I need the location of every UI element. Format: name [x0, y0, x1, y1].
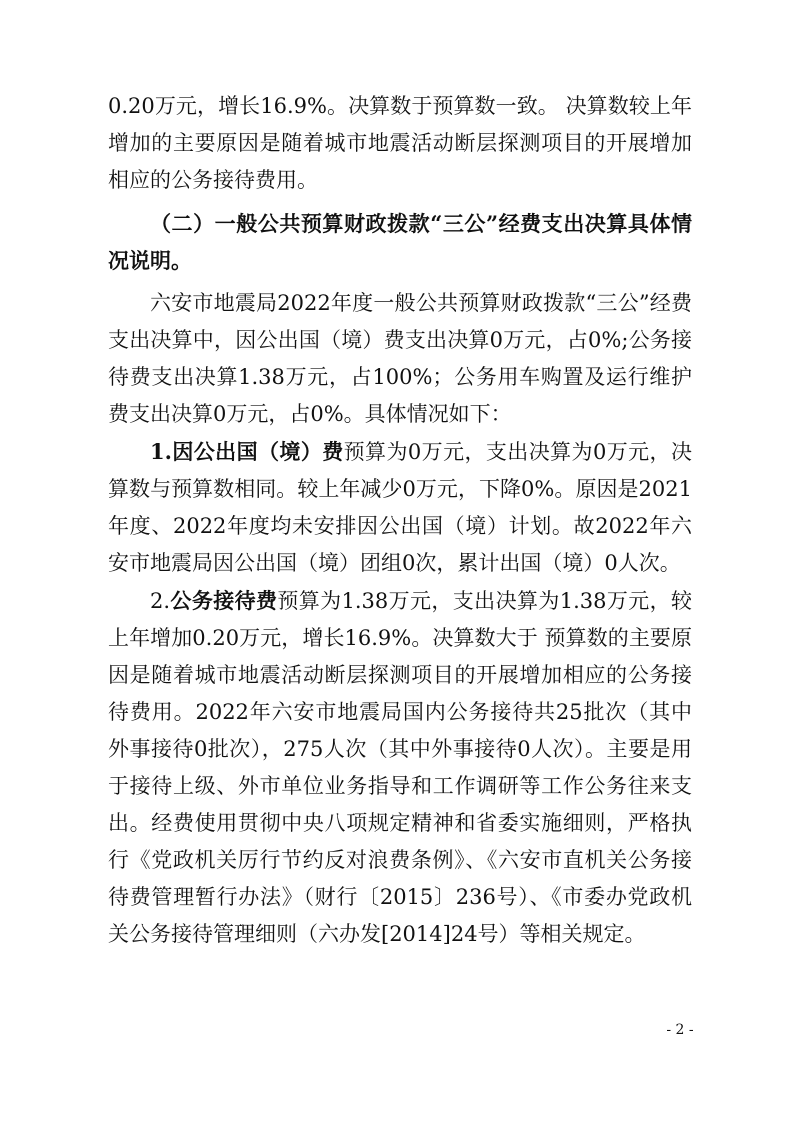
section-heading-2: （二）一般公共预算财政拨款“三公”经费支出决算具体情况说明。 [108, 211, 692, 273]
item-2-title: 公务接待费 [170, 588, 278, 613]
item-2-number: 2. [150, 589, 171, 613]
paragraph-summary: 六安市地震局2022年度一般公共预算财政拨款“三公”经费支出决算中，因公出国（境）费支出决算0万元，占0%;公务接待费支出决算1.38万元，占100%；公务用车购置及运行维护费支出决算0万元，占0%。具体情况如下： [108, 291, 692, 426]
item-2-text: 预算为1.38万元，支出决算为1.38万元，较上年增加0.20万元，增长16.9%。决算数大于 预算数的主要原因是随着城市地震活动断层探测项目的开展增加相应的公务接待费用。2022年六安市地震局国内公务接待共25批次（其中外事接待0批次），275人次（其中外事接待0人次）。主要是用于接待上级、外市单位业务指导和工作调研等工作公务往来支出。经费使用贯彻中央八项规定精神和省委实施细则，严格执行《党政机关厉行节约反对浪费条例》、《六安市直机关公务接待费管理暂行办法》（财行〔2015〕236号）、《市委办党政机关公务接待管理细则（六办发[2014]24号）等相关规定。 [108, 589, 693, 946]
paragraph-intro: 0.20万元，增长16.9%。决算数于预算数一致。 决算数较上年增加的主要原因是随着城市地震活动断层探测项目的开展增加相应的公务接待费用。 [108, 94, 692, 192]
page-number: - 2 - [666, 1022, 694, 1038]
item-1-text: 预算为0万元，支出决算为0万元，决算数与预算数相同。较上年减少0万元，下降0%。原因是2021年度、2022年度均未安排因公出国（境）计划。故2022年六安市地震局因公出国（境）团组0次，累计出国（境）0人次。 [108, 440, 692, 575]
paragraph-item-2 [108, 582, 692, 953]
paragraph-item-1 [108, 433, 692, 582]
item-1-title: 1.因公出国（境）费 [150, 439, 344, 464]
